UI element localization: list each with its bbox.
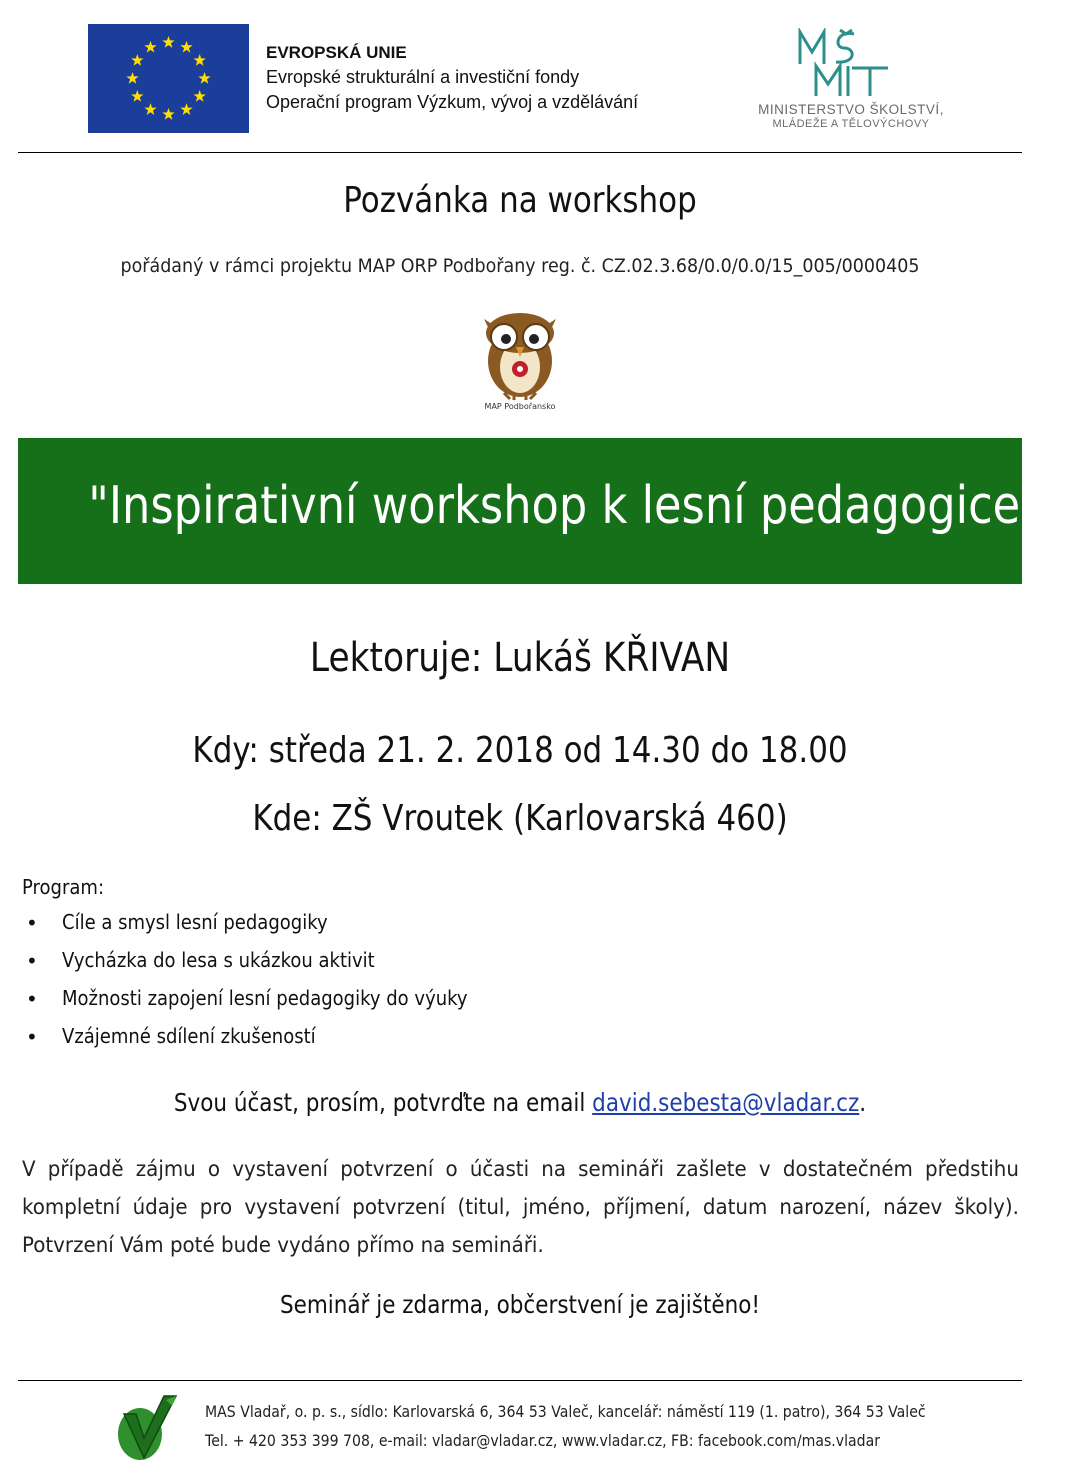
event-location: Kde: ZŠ Vroutek (Karlovarská 460) — [252, 798, 788, 839]
map-owl-logo — [470, 305, 570, 415]
msmt-name-line2: MLÁDEŽE A TĚLOVÝCHOVY — [772, 118, 930, 130]
msmt-name-line1: MINISTERSTVO ŠKOLSTVÍ, — [758, 102, 944, 117]
event-date: Kdy: středa 21. 2. 2018 od 14.30 do 18.00 — [192, 730, 848, 771]
email-link[interactable]: david.sebesta@vladar.cz — [592, 1088, 860, 1117]
confirm-text: Svou účast, prosím, potvrďte na email — [173, 1088, 593, 1117]
program-label: Program: — [22, 875, 105, 899]
eu-flag-logo — [88, 24, 249, 133]
confirm-suffix: . — [859, 1088, 867, 1117]
bullet-icon: • — [26, 987, 38, 1011]
footer-contact: Tel. + 420 353 399 708, e-mail: vladar@vladar.cz, www.vladar.cz, FB: facebook.com/mas.vladar — [205, 1431, 881, 1450]
eu-title: EVROPSKÁ UNIE — [266, 43, 407, 62]
page-title: Pozvánka na workshop — [343, 180, 697, 221]
mas-vladar-logo — [110, 1388, 190, 1464]
certificate-info: V případě zájmu o vystavení potvrzení o účasti na semináři zašlete v dostatečném předstihu kompletní údaje pro vystavení potvrzení (titul, jméno, příjmení, datum narození, název školy). Potvrzení Vám poté bude vydáno přímo na semináři. — [22, 1157, 1019, 1257]
eu-funds-line: Evropské strukturální a investiční fondy — [266, 67, 580, 87]
footer-address: MAS Vladař, o. p. s., sídlo: Karlovarská 6, 364 53 Valeč, kancelář: náměstí 119 (1. patro), 364 53 Valeč — [205, 1402, 926, 1421]
bullet-icon: • — [26, 1025, 38, 1049]
confirm-attendance — [73, 1088, 967, 1117]
eu-star-icon — [144, 103, 156, 115]
bullet-icon: • — [26, 911, 38, 935]
footer-divider — [18, 1380, 1022, 1381]
msmt-monogram-icon — [736, 28, 966, 100]
eu-star-icon — [162, 108, 174, 120]
eu-star-icon — [126, 72, 138, 84]
free-seminar-note: Seminář je zdarma, občerstvení je zajištěno! — [279, 1290, 761, 1319]
mas-v-icon — [110, 1388, 190, 1464]
lecturer: Lektoruje: Lukáš KŘIVAN — [309, 635, 731, 681]
eu-star-icon — [180, 103, 192, 115]
eu-star-icon — [131, 54, 143, 66]
eu-star-icon — [180, 41, 192, 53]
eu-star-icon — [198, 72, 210, 84]
eu-star-icon — [194, 90, 206, 102]
eu-program-line: Operační program Výzkum, vývoj a vzdělávání — [266, 92, 639, 112]
eu-star-icon — [131, 90, 143, 102]
eu-star-icon — [162, 36, 174, 48]
header-divider — [18, 152, 1022, 153]
workshop-name: "Inspirativní workshop k lesní pedagogice“ — [88, 476, 1044, 536]
eu-stars-icon — [88, 24, 249, 133]
eu-star-icon — [194, 54, 206, 66]
eu-text-block — [266, 40, 638, 115]
owl-icon — [470, 305, 570, 401]
eu-star-icon — [144, 41, 156, 53]
owl-caption: MAP Podbořansko — [484, 402, 556, 411]
msmt-logo — [736, 28, 966, 134]
bullet-icon: • — [26, 949, 38, 973]
project-subtitle: pořádaný v rámci projektu MAP ORP Podbořany reg. č. CZ.02.3.68/0.0/0.0/15_005/0000405 — [120, 255, 920, 277]
workshop-banner — [18, 438, 1044, 584]
